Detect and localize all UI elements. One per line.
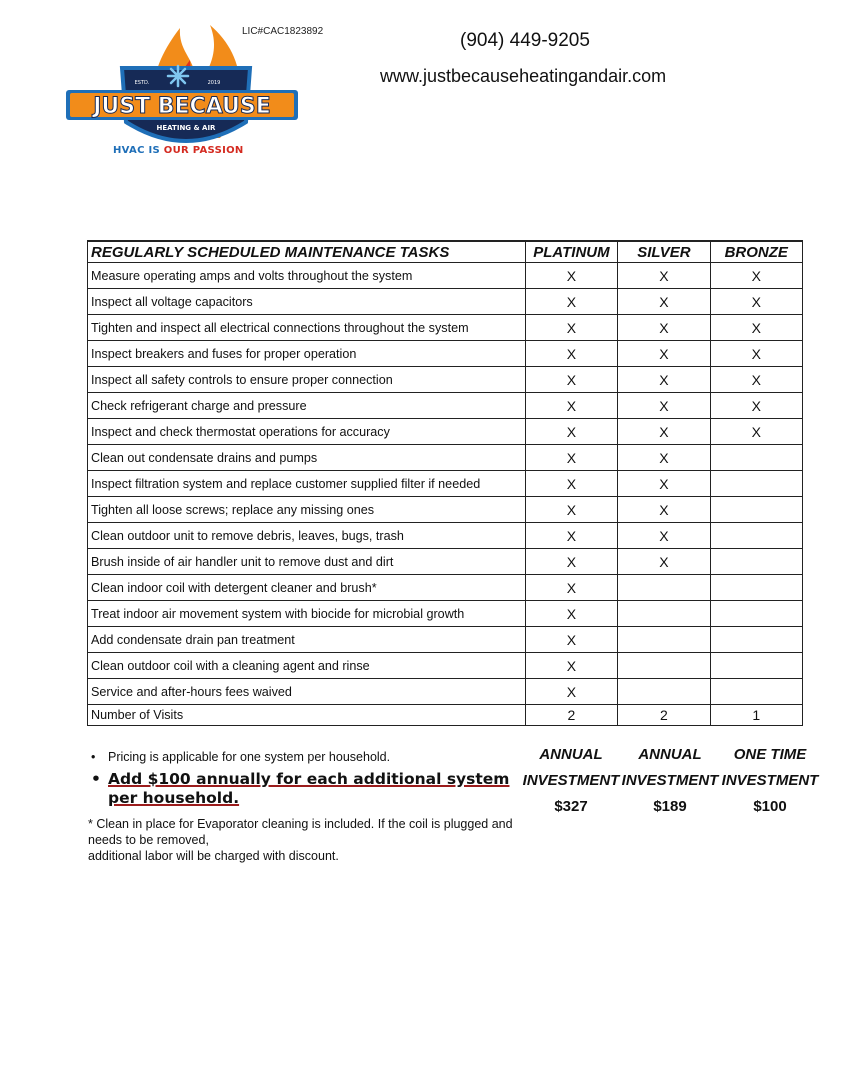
table-row [88, 263, 803, 289]
table-row [88, 393, 803, 419]
table-row [88, 419, 803, 445]
task-cell: Clean outdoor unit to remove debris, leaves, bugs, trash [88, 523, 526, 549]
silver-investment-line2: INVESTMENT [621, 772, 719, 789]
silver-price: $189 [653, 798, 687, 815]
bronze-investment-line2: INVESTMENT [721, 772, 819, 789]
platinum-price: $327 [554, 798, 588, 815]
header-platinum: PLATINUM [525, 241, 618, 263]
task-cell: Measure operating amps and volts throughout the system [88, 263, 526, 289]
task-cell: Inspect filtration system and replace customer supplied filter if needed [88, 471, 526, 497]
bronze-cell [710, 601, 802, 627]
bronze-price: $100 [753, 798, 787, 815]
task-cell: Brush inside of air handler unit to remove dust and dirt [88, 549, 526, 575]
silver-cell: X [618, 445, 710, 471]
bronze-cell [710, 575, 802, 601]
silver-cell [618, 575, 710, 601]
footnote-line-2: additional labor will be charged with discount. [88, 849, 339, 863]
silver-cell: X [618, 523, 710, 549]
logo-sub-text: HEATING & AIR [156, 124, 216, 132]
note-bullet-2 [88, 770, 528, 808]
platinum-investment-line2: INVESTMENT [522, 772, 620, 789]
bronze-cell: X [710, 315, 802, 341]
silver-cell: X [618, 419, 710, 445]
table-row [88, 497, 803, 523]
table-row [88, 601, 803, 627]
platinum-cell: X [525, 653, 618, 679]
platinum-cell: X [525, 601, 618, 627]
bronze-cell [710, 497, 802, 523]
platinum-cell: X [525, 497, 618, 523]
table-row [88, 289, 803, 315]
table-body [88, 263, 803, 726]
table-header-row [88, 241, 803, 263]
bronze-cell: X [710, 263, 802, 289]
task-cell: Inspect and check thermostat operations for accuracy [88, 419, 526, 445]
table-row [88, 653, 803, 679]
bronze-cell [710, 627, 802, 653]
footnote [88, 816, 528, 864]
header-tasks: REGULARLY SCHEDULED MAINTENANCE TASKS [88, 241, 526, 263]
table-row [88, 341, 803, 367]
task-cell: Clean indoor coil with detergent cleaner and brush* [88, 575, 526, 601]
bronze-investment-line1: ONE TIME [733, 746, 807, 763]
note-bullet-2-text: Add $100 annually for each additional system per household. [108, 770, 510, 807]
task-cell: Tighten and inspect all electrical connections throughout the system [88, 315, 526, 341]
silver-cell: X [618, 315, 710, 341]
task-cell: Clean out condensate drains and pumps [88, 445, 526, 471]
platinum-investment [516, 742, 626, 820]
platinum-cell: X [525, 445, 618, 471]
note-bullet-1: • Pricing is applicable for one system per household. [88, 750, 528, 764]
table-row [88, 367, 803, 393]
header-silver: SILVER [618, 241, 710, 263]
silver-investment [615, 742, 725, 820]
maintenance-table [87, 240, 803, 726]
bronze-cell [710, 523, 802, 549]
company-logo [60, 20, 305, 160]
silver-cell [618, 653, 710, 679]
bronze-investment [715, 742, 825, 820]
task-cell: Clean outdoor coil with a cleaning agent and rinse [88, 653, 526, 679]
pricing-notes [88, 750, 528, 864]
silver-cell: X [618, 393, 710, 419]
silver-cell: X [618, 263, 710, 289]
license-number: LIC#CAC1823892 [242, 26, 324, 37]
platinum-investment-line1: ANNUAL [539, 746, 603, 763]
bronze-cell [710, 445, 802, 471]
logo-estd-text: ESTD. [134, 80, 150, 86]
table-row [88, 471, 803, 497]
bronze-cell: X [710, 419, 802, 445]
task-cell: Tighten all loose screws; replace any missing ones [88, 497, 526, 523]
platinum-cell: X [525, 393, 618, 419]
silver-cell: X [618, 471, 710, 497]
task-cell: Inspect all voltage capacitors [88, 289, 526, 315]
silver-cell: X [618, 497, 710, 523]
silver-cell [618, 601, 710, 627]
table-row [88, 549, 803, 575]
task-cell: Inspect breakers and fuses for proper operation [88, 341, 526, 367]
silver-cell [618, 627, 710, 653]
bronze-cell: X [710, 393, 802, 419]
platinum-cell: 2 [525, 705, 618, 726]
table-row [88, 315, 803, 341]
logo-brand-text: JUST BECAUSE [93, 94, 271, 119]
platinum-cell: X [525, 315, 618, 341]
silver-cell: X [618, 341, 710, 367]
website-url[interactable]: www.justbecauseheatingandair.com [380, 66, 667, 86]
footnote-line-1: * Clean in place for Evaporator cleaning is included. If the coil is plugged and needs to be removed, [88, 817, 513, 847]
task-cell: Service and after-hours fees waived [88, 679, 526, 705]
silver-cell: X [618, 549, 710, 575]
bronze-cell: X [710, 289, 802, 315]
task-cell: Treat indoor air movement system with biocide for microbial growth [88, 601, 526, 627]
platinum-cell: X [525, 549, 618, 575]
platinum-cell: X [525, 367, 618, 393]
platinum-cell: X [525, 419, 618, 445]
platinum-cell: X [525, 523, 618, 549]
task-cell: Add condensate drain pan treatment [88, 627, 526, 653]
table-row [88, 627, 803, 653]
bronze-cell [710, 653, 802, 679]
tagline-part1: HVAC IS [113, 145, 164, 156]
silver-cell [618, 679, 710, 705]
header-bronze: BRONZE [710, 241, 802, 263]
platinum-cell: X [525, 627, 618, 653]
bronze-cell: X [710, 341, 802, 367]
bronze-cell: X [710, 367, 802, 393]
platinum-cell: X [525, 575, 618, 601]
table-row [88, 523, 803, 549]
tagline-part2: OUR PASSION [163, 145, 244, 156]
task-cell: Check refrigerant charge and pressure [88, 393, 526, 419]
bronze-cell: 1 [710, 705, 802, 726]
bronze-cell [710, 549, 802, 575]
bronze-cell [710, 679, 802, 705]
platinum-cell: X [525, 341, 618, 367]
task-cell: Inspect all safety controls to ensure proper connection [88, 367, 526, 393]
logo-year-text: 2019 [207, 80, 221, 86]
silver-cell: 2 [618, 705, 710, 726]
platinum-cell: X [525, 263, 618, 289]
platinum-cell: X [525, 679, 618, 705]
logo-tagline [113, 145, 244, 156]
table-row [88, 445, 803, 471]
phone-number[interactable]: (904) 449-9205 [460, 30, 590, 51]
platinum-cell: X [525, 289, 618, 315]
visits-row [88, 705, 803, 726]
task-cell: Number of Visits [88, 705, 526, 726]
silver-cell: X [618, 367, 710, 393]
silver-investment-line1: ANNUAL [638, 746, 702, 763]
table-row [88, 575, 803, 601]
silver-cell: X [618, 289, 710, 315]
table-row [88, 679, 803, 705]
bronze-cell [710, 471, 802, 497]
platinum-cell: X [525, 471, 618, 497]
